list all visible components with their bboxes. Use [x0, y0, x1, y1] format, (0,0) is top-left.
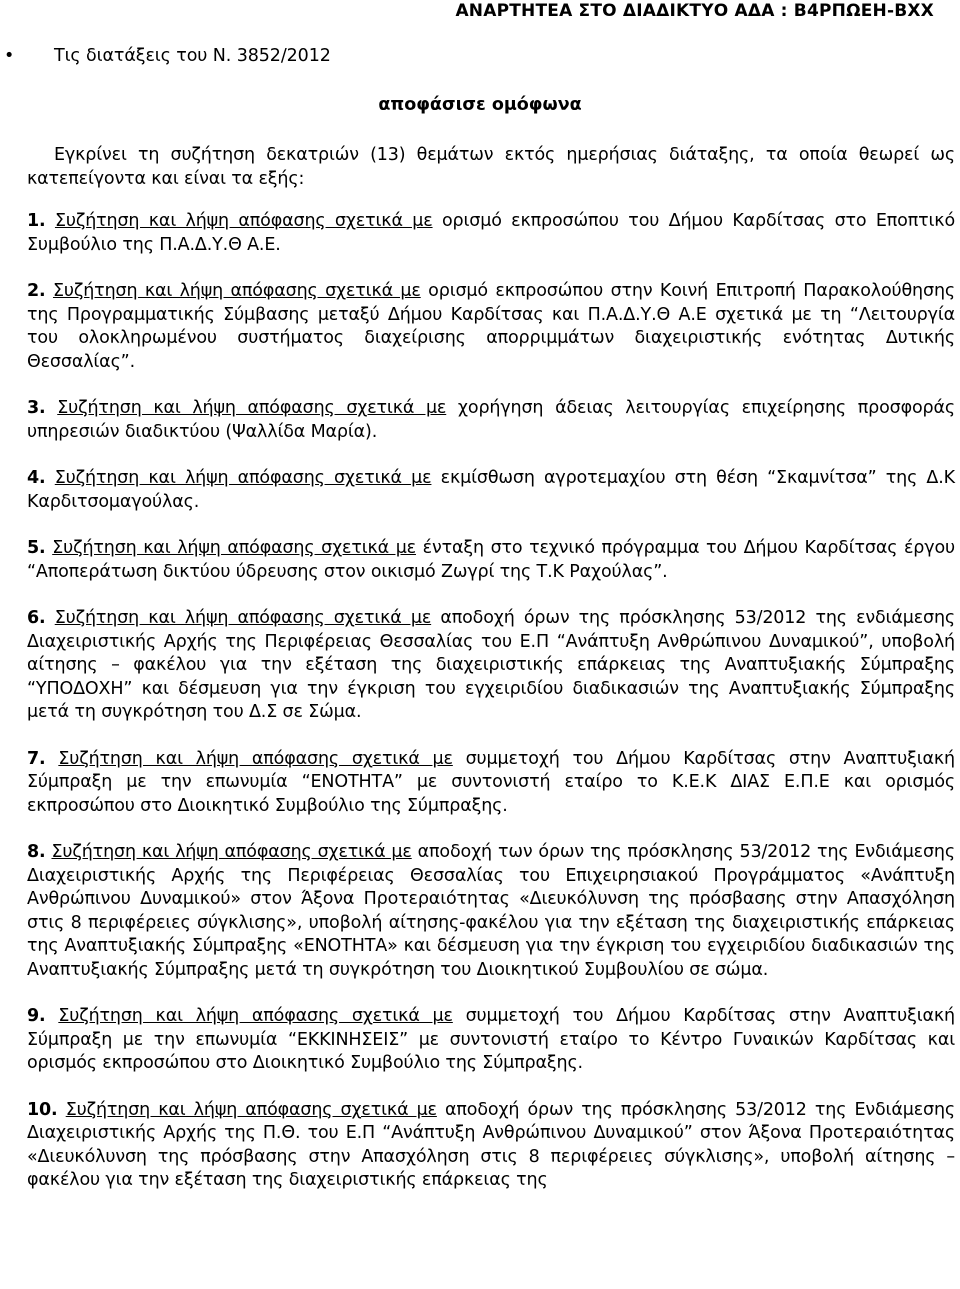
item-number: 2.	[27, 281, 46, 301]
item-text: συμμετοχή του Δήμου Καρδίτσας στην Αναπτυξιακή Σύμπραξη με την επωνυμία “ΕΚΚΙΝΗΣΕΙΣ” με συντονιστή εταίρο το Κέντρο Γυναικών Καρδίτσας και ορισμός εκπροσώπου στο Διοικητικό Συμβούλιο της Σύμπραξης.	[27, 1006, 955, 1073]
agenda-item-9	[27, 1005, 955, 1076]
item-text: χορήγηση άδειας λειτουργίας επιχείρησης προσφοράς υπηρεσιών διαδικτύου (Ψαλλίδα Μαρία).	[27, 398, 955, 442]
item-lead: Συζήτηση και λήψη απόφασης σχετικά με	[58, 748, 453, 769]
item-lead: Συζήτηση και λήψη απόφασης σχετικά με	[51, 842, 412, 862]
item-number: 5.	[27, 538, 46, 558]
bullet-item	[4, 44, 331, 68]
bullet-icon: •	[4, 46, 15, 66]
agenda-item-7	[27, 748, 955, 819]
item-text: ορισμό εκπροσώπου του Δήμου Καρδίτσας στο Εποπτικό Συμβούλιο της Π.Α.Δ.Υ.Θ Α.Ε.	[27, 211, 955, 255]
agenda-item-5	[27, 537, 955, 584]
item-number: 4.	[27, 468, 46, 488]
item-text: ένταξη στο τεχνικό πρόγραμμα του Δήμου Καρδίτσας έργου “Αποπεράτωση δικτύου ύδρευσης στον οικισμό Ζωγρί της Τ.Κ Ραχούλας”.	[27, 538, 955, 582]
item-text: αποδοχή των όρων της πρόσκλησης 53/2012 της Ενδιάμεσης Διαχειριστικής Αρχής της Περιφέρειας Θεσσαλίας του Επιχειρησιακού Προγράμματος «Ανάπτυξη Ανθρώπινου Δυναμικού» στον Άξονα Προτεραιότητας «Διευκόλυνση της πρόσβασης στην Απασχόληση στις 8 περιφέρειες σύγκλισης», υποβολή αίτησης-φακέλου για την εξέταση της διαχειριστικής επάρκειας της Αναπτυξιακής Σύμπραξης «ΕΝΟΤΗΤΑ» και δέσμευση για την έγκριση του εγχειριδίου διαδικασιών της Αναπτυξιακής Σύμπραξης μετά τη συγκρότηση του Διοικητικού Συμβουλίου σε σώμα.	[27, 842, 955, 980]
item-number: 6.	[27, 608, 46, 628]
item-number: 9.	[27, 1006, 46, 1026]
item-lead: Συζήτηση και λήψη απόφασης σχετικά με	[58, 1006, 453, 1026]
agenda-item-10	[27, 1099, 955, 1193]
bullet-text: Τις διατάξεις του Ν. 3852/2012	[54, 46, 331, 66]
item-lead: Συζήτηση και λήψη απόφασης σχετικά με	[54, 468, 432, 488]
item-lead: Συζήτηση και λήψη απόφασης σχετικά με	[54, 608, 432, 628]
decision-heading: αποφάσισε ομόφωνα	[378, 95, 582, 115]
agenda-item-1	[27, 210, 955, 257]
item-text: αποδοχή όρων της πρόσκλησης 53/2012 της Ενδιάμεσης Διαχειριστικής Αρχής της Π.Θ. του Ε.Π “Ανάπτυξη Ανθρώπινου Δυναμικού” στον Άξονα Προτεραιότητας «Διευκόλυνση της πρόσβασης στην Απασχόληση στις 8 περιφέρειες σύγκλισης», υποβολή αίτησης – φακέλου για την εξέταση της διαχειριστικής επάρκειας της	[27, 1099, 956, 1190]
ada-header: ΑΝΑΡΤΗΤΕΑ ΣΤΟ ΔΙΑΔΙΚΤΥΟ ΑΔΑ : Β4ΡΠΩΕΗ-ΒΧΧ	[455, 1, 934, 21]
item-lead: Συζήτηση και λήψη απόφασης σχετικά με	[52, 538, 416, 558]
item-number: 7.	[27, 748, 46, 769]
item-text: αποδοχή όρων της πρόσκλησης 53/2012 της ενδιάμεσης Διαχειριστικής Αρχής της Περιφέρειας Θεσσαλίας του Ε.Π “Ανάπτυξη Ανθρώπινου Δυναμικού”, υποβολή αίτησης – φακέλου για την εξέταση της διαχειριστικής επάρκειας της Αναπτυξιακής Σύμπραξης “ΥΠΟΔΟΧΗ” και δέσμευση για την έγκριση του εγχειριδίου διαδικασιών της Αναπτυξιακής Σύμπραξης μετά τη συγκρότηση του Δ.Σ σε Σώμα.	[27, 608, 956, 722]
item-lead: Συζήτηση και λήψη απόφασης σχετικά με	[52, 281, 421, 301]
agenda-item-4	[27, 467, 955, 514]
item-lead: Συζήτηση και λήψη απόφασης σχετικά με	[57, 398, 447, 418]
agenda-item-6	[27, 607, 955, 725]
item-text: εκμίσθωση αγροτεμαχίου στη θέση “Σκαμνίτσα” της Δ.Κ Καρδιτσομαγούλας.	[27, 468, 955, 512]
agenda-item-8	[27, 841, 955, 982]
item-text: ορισμό εκπροσώπου στην Κοινή Επιτροπή Παρακολούθησης της Προγραμματικής Σύμβασης μεταξύ Δήμου Καρδίτσας και Π.Α.Δ.Υ.Θ Α.Ε σχετικά με τη “Λειτουργία του ολοκληρωμένου συστήματος διαχείρισης απορριμμάτων διαχειριστικής ενότητας Δυτικής Θεσσαλίας”.	[27, 281, 956, 372]
item-number: 10.	[27, 1099, 58, 1120]
agenda-items	[27, 210, 955, 1216]
item-number: 3.	[27, 398, 46, 418]
intro-paragraph: Εγκρίνει τη συζήτηση δεκατριών (13) θεμάτων εκτός ημερήσιας διάταξης, τα οποία θεωρεί ως κατεπείγοντα και είναι τα εξής:	[27, 145, 955, 189]
item-number: 8.	[27, 842, 46, 862]
agenda-item-3	[27, 397, 955, 444]
item-number: 1.	[27, 211, 46, 231]
agenda-item-2	[27, 280, 955, 374]
item-lead: Συζήτηση και λήψη απόφασης σχετικά με	[54, 211, 433, 231]
item-lead: Συζήτηση και λήψη απόφασης σχετικά με	[65, 1099, 437, 1120]
item-text: συμμετοχή του Δήμου Καρδίτσας στην Αναπτυξιακή Σύμπραξη με την επωνυμία “ΕΝΟΤΗΤΑ” με συντονιστή εταίρο το Κ.Ε.Κ ΔΙΑΣ Ε.Π.Ε και ορισμός εκπροσώπου στο Διοικητικό Συμβούλιο της Σύμπραξης.	[27, 748, 955, 816]
